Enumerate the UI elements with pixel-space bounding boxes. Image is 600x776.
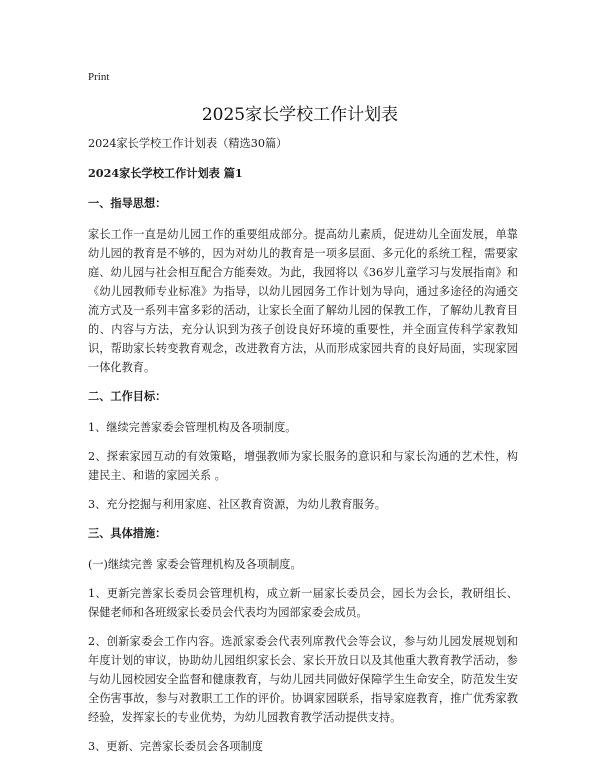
- section-heading-specific-measures: 三、具体措施：: [88, 526, 167, 540]
- paragraph: 3、充分挖掘与利用家庭、社区教育资源，为幼儿教育服务。: [88, 498, 386, 511]
- paragraph: 3、更新、完善家长委员会各项制度: [88, 740, 263, 753]
- paragraph: 2、创新家委会工作内容。选派家委会代表列席教代会等会议，参与幼儿园发展规划和年度计划的审议，协助幼儿园组织家长会、家长开放日以及其他重大教育教学活动，参与幼儿园校园安全监督和健康教育，与幼儿园共同做好保障学生生命安全，防范发生安全伤害事故，参与对教职工工作的评价。协调家园联系，指导家庭教育，推广优秀家教经验，发挥家长的专业优势，为幼儿园教育教学活动提供支持。: [88, 635, 518, 724]
- section-heading-guiding-ideology: 一、指导思想：: [88, 196, 167, 210]
- print-link[interactable]: Print: [88, 71, 110, 83]
- paragraph: (一)继续完善 家委会管理机构及各项制度。: [88, 558, 302, 571]
- subtitle: 2024家长学校工作计划表（精选30篇）: [88, 137, 288, 150]
- document-body: [88, 134, 518, 766]
- paragraph: 1、更新完善家长委员会管理机构，成立新一届家长委员会，园长为会长，教研组长、保健老师和各班级家长委员会代表均为园部家委会成员。: [88, 587, 518, 619]
- article-heading: 2024家长学校工作计划表 篇1: [88, 166, 243, 180]
- paragraph: 1、继续完善家委会管理机构及各项制度。: [88, 421, 297, 434]
- paragraph: 2、探索家园互动的有效策略，增强教师为家长服务的意识和与家长沟通的艺术性，构建民主、和谐的家园关系 。: [88, 450, 518, 482]
- section-heading-work-goals: 二、工作目标：: [88, 389, 167, 403]
- paragraph: 家长工作一直是幼儿园工作的重要组成部分。提高幼儿素质，促进幼儿全面发展，单靠幼儿园的教育是不够的，因为对幼儿的教育是一项多层面、多元化的系统工程，需要家庭、幼儿园与社会相互配合方能奏效。为此，我园将以《36岁儿童学习与发展指南》和《幼儿园教师专业标准》为指导，以幼儿园园务工作计划为导向，通过多途径的沟通交流方式及一系列丰富多彩的活动，让家长全面了解幼儿园的保教工作，了解幼儿教育目的、内容与方法，充分认识到为孩子创设良好环境的重要性，并全面宣传科学家教知识，帮助家长转变教育观念，改进教育方法，从而形成家园共育的良好局面，实现家园一体化教育。: [88, 228, 518, 374]
- page-title: 2025家长学校工作计划表: [201, 105, 399, 125]
